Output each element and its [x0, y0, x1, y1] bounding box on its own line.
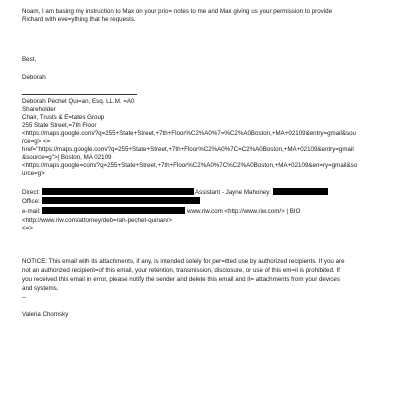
office-phone-row [22, 197, 200, 206]
signature-title: Shareholder [22, 106, 56, 113]
office-label: Office: [22, 198, 40, 205]
sender-name: Deborah [22, 74, 46, 81]
direct-label: Direct: [22, 189, 40, 196]
map-link-line-6: urce=g> [22, 170, 45, 177]
map-link-line-2: rce=g> <= [22, 138, 51, 145]
footer-name: Valeria Chomsky [22, 311, 69, 318]
signature-separator [22, 94, 137, 95]
notice-line-3: you received this email in error, please notify the sender and delete this email and it= attachments from your devices [22, 276, 340, 283]
email-row [22, 207, 300, 216]
redaction-block [42, 188, 194, 195]
signature-name: Deborah Pechet Qui=an, Esq. LL.M. =A0 [22, 98, 135, 105]
notice-line-4: and systems. [22, 285, 59, 292]
assistant-label: Assistant - Jayne Mahoney: [195, 189, 272, 196]
notice-line-1: NOTICE: This email with its attachments, if any, is intended solely for per=itted use by authorized recipients. If you are [22, 258, 345, 265]
notice-end-mark: -- [22, 294, 27, 301]
direct-phone-row [22, 188, 328, 197]
notice-line-2: not an authorized recipient=of this email, your retention, transmission, disclosure, or use of this em=il is prohibited. If [22, 267, 340, 274]
map-link-line-5[interactable]: <https://maps.google=com/?q=255+State+Street,+7th+Floor%C2%A0%7C%C2%A0Boston,+MA+02109&en=ry=gmail&so [22, 162, 358, 169]
redaction-block [42, 197, 200, 204]
closing-text: Best, [22, 56, 37, 63]
intro-text-line-1: Noam, I am basing my instruction to Max on your prio= notes to me and Max giving us your permission to provide [22, 8, 333, 15]
web-link[interactable]: www.riw.com <http://www.riw.com/> | BIO [187, 208, 301, 215]
bio-link[interactable]: <http://www.riw.com/attorney/deb=rah-pechet-quinan/> [22, 217, 173, 224]
map-link-line-3[interactable]: href="https://maps.google.com/?q=255+State+Street,+7th+Floor%C2%A0%7C=C2%A0Boston,+MA+02109&entry=gmail [22, 146, 354, 153]
email-label: e-mail: [22, 208, 41, 215]
redaction-block [42, 207, 185, 214]
signature-address: 255 State Street,=7th Floor [22, 122, 97, 129]
map-link-line-4: &source=g">| Boston, MA 02109 [22, 154, 112, 161]
signature-end-mark: <=> [22, 225, 33, 232]
map-link-line-1[interactable]: <https://maps.google.com/?q=255+State+Street,+7th+Floor%C2%A0%7=%C2%A0Boston,+MA+02109&entry=gmail&sou [22, 130, 356, 137]
signature-group: Chair, Trusts & E=tates Group [22, 114, 105, 121]
redaction-block [273, 188, 328, 195]
intro-text-line-2: Richard with eve=ything that he requests. [22, 16, 136, 23]
